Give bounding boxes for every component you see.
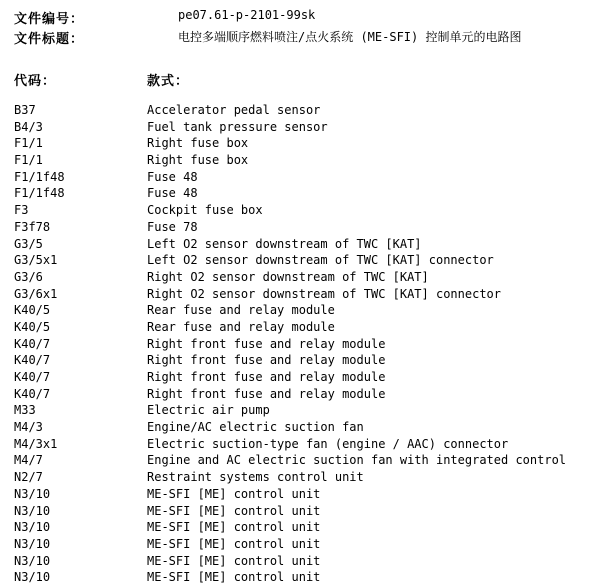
component-name: Electric air pump bbox=[147, 403, 270, 418]
component-name: Rear fuse and relay module bbox=[147, 319, 335, 334]
component-list bbox=[0, 102, 600, 586]
component-code: N3/10 bbox=[14, 486, 51, 501]
component-code: M4/7 bbox=[14, 453, 43, 468]
component-code: G3/5 bbox=[14, 236, 43, 251]
table-row bbox=[0, 402, 600, 419]
name-column-header: 款式： bbox=[147, 74, 190, 89]
doc-number-value: pe07.61-p-2101-99sk bbox=[178, 8, 316, 22]
table-row bbox=[0, 202, 600, 219]
component-code: G3/6x1 bbox=[14, 286, 58, 301]
component-name: Engine/AC electric suction fan bbox=[147, 420, 364, 435]
table-row bbox=[0, 102, 600, 119]
component-name: Right fuse box bbox=[147, 136, 249, 151]
table-row bbox=[0, 419, 600, 436]
table-row bbox=[0, 519, 600, 536]
table-row bbox=[0, 336, 600, 353]
component-code: F1/1 bbox=[14, 153, 43, 168]
table-row bbox=[0, 152, 600, 169]
table-row bbox=[0, 436, 600, 453]
table-row bbox=[0, 503, 600, 520]
table-row bbox=[0, 369, 600, 386]
table-row bbox=[0, 302, 600, 319]
component-code: K40/7 bbox=[14, 336, 51, 351]
doc-title-row bbox=[14, 28, 594, 46]
component-code: F3f78 bbox=[14, 219, 51, 234]
component-name: Left O2 sensor downstream of TWC [KAT] connector bbox=[147, 253, 494, 268]
component-code: M4/3 bbox=[14, 420, 43, 435]
component-name: Restraint systems control unit bbox=[147, 470, 364, 485]
component-name: Right front fuse and relay module bbox=[147, 336, 386, 351]
component-code: G3/6 bbox=[14, 269, 43, 284]
component-code: F3 bbox=[14, 203, 29, 218]
table-row bbox=[0, 185, 600, 202]
component-code: M4/3x1 bbox=[14, 436, 58, 451]
table-row bbox=[0, 319, 600, 336]
doc-number-row bbox=[14, 8, 594, 26]
table-row bbox=[0, 569, 600, 586]
component-name: ME-SFI [ME] control unit bbox=[147, 536, 321, 551]
table-row bbox=[0, 135, 600, 152]
component-code: M33 bbox=[14, 403, 36, 418]
table-row bbox=[0, 452, 600, 469]
component-name: Fuse 48 bbox=[147, 169, 198, 184]
component-name: Fuse 78 bbox=[147, 219, 198, 234]
component-name: ME-SFI [ME] control unit bbox=[147, 520, 321, 535]
component-code: F1/1f48 bbox=[14, 169, 65, 184]
doc-number-label: 文件编号： bbox=[14, 12, 85, 27]
table-row bbox=[0, 469, 600, 486]
component-name: Engine and AC electric suction fan with integrated control bbox=[147, 453, 567, 468]
table-row bbox=[0, 236, 600, 253]
component-name: Electric suction-type fan (engine / AAC) connector bbox=[147, 436, 509, 451]
component-code: N3/10 bbox=[14, 570, 51, 585]
component-code: K40/7 bbox=[14, 386, 51, 401]
table-row bbox=[0, 169, 600, 186]
table-row bbox=[0, 553, 600, 570]
component-name: Right fuse box bbox=[147, 153, 249, 168]
table-row bbox=[0, 386, 600, 403]
component-code: K40/7 bbox=[14, 353, 51, 368]
table-row bbox=[0, 486, 600, 503]
component-code: N3/10 bbox=[14, 536, 51, 551]
component-name: Right front fuse and relay module bbox=[147, 353, 386, 368]
component-code: F1/1f48 bbox=[14, 186, 65, 201]
code-column-header: 代码： bbox=[14, 74, 57, 89]
table-row bbox=[0, 219, 600, 236]
doc-title-label: 文件标题： bbox=[14, 32, 85, 47]
component-code: K40/5 bbox=[14, 303, 51, 318]
component-name: Cockpit fuse box bbox=[147, 203, 263, 218]
table-row bbox=[0, 536, 600, 553]
component-name: Fuel tank pressure sensor bbox=[147, 119, 328, 134]
component-name: ME-SFI [ME] control unit bbox=[147, 553, 321, 568]
component-name: ME-SFI [ME] control unit bbox=[147, 570, 321, 585]
component-code: K40/7 bbox=[14, 370, 51, 384]
table-row bbox=[0, 119, 600, 136]
table-row bbox=[0, 352, 600, 369]
table-row bbox=[0, 252, 600, 269]
doc-title-value: 电控多端顺序燃料喷注/点火系统 (ME-SFI) 控制单元的电路图 bbox=[178, 30, 522, 44]
component-code: N3/10 bbox=[14, 553, 51, 568]
component-code: B4/3 bbox=[14, 119, 43, 134]
component-code: G3/5x1 bbox=[14, 253, 58, 268]
component-code: N3/10 bbox=[14, 520, 51, 535]
component-name: Fuse 48 bbox=[147, 186, 198, 201]
component-code: N3/10 bbox=[14, 503, 51, 518]
component-name: Right front fuse and relay module bbox=[147, 386, 386, 401]
component-name: ME-SFI [ME] control unit bbox=[147, 503, 321, 518]
table-row bbox=[0, 286, 600, 303]
table-row bbox=[0, 269, 600, 286]
component-code: F1/1 bbox=[14, 136, 43, 151]
component-name: Left O2 sensor downstream of TWC [KAT] bbox=[147, 236, 422, 251]
component-name: Right O2 sensor downstream of TWC [KAT] bbox=[147, 269, 429, 284]
component-code: B37 bbox=[14, 103, 36, 117]
component-name: Right front fuse and relay module bbox=[147, 370, 386, 384]
component-code: K40/5 bbox=[14, 319, 51, 334]
component-name: Rear fuse and relay module bbox=[147, 303, 335, 318]
component-name: Right O2 sensor downstream of TWC [KAT] connector bbox=[147, 286, 502, 301]
component-name: ME-SFI [ME] control unit bbox=[147, 486, 321, 501]
component-code: N2/7 bbox=[14, 470, 43, 485]
component-name: Accelerator pedal sensor bbox=[147, 103, 321, 117]
